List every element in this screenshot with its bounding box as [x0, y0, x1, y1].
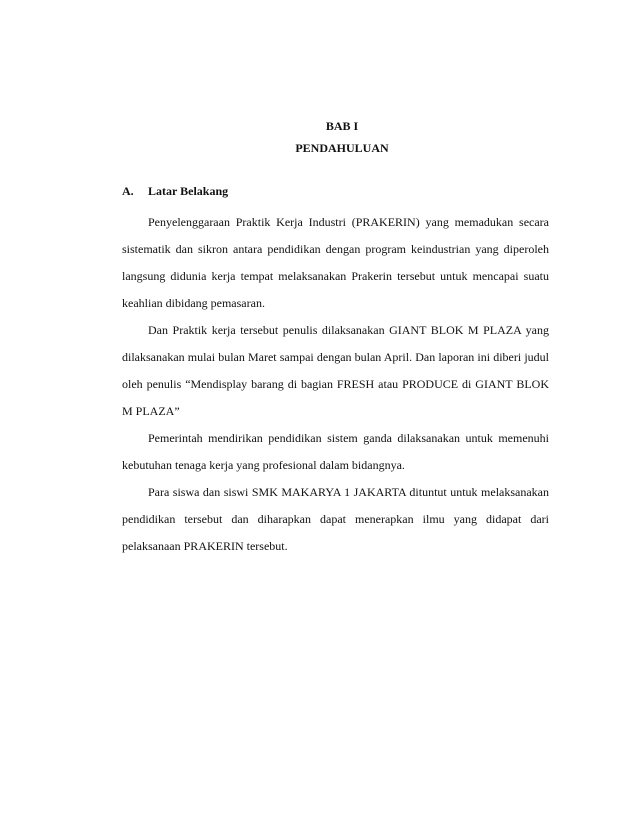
section-heading	[122, 183, 228, 199]
section-title: Latar Belakang	[148, 184, 229, 198]
paragraph-3: Pemerintah mendirikan pendidikan sistem ganda dilaksanakan untuk memenuhi kebutuhan tenaga kerja yang profesional dalam bidangnya.	[122, 431, 549, 472]
section-letter: A.	[122, 184, 134, 198]
chapter-title: PENDAHULUAN	[295, 141, 389, 155]
chapter-number: BAB I	[325, 119, 359, 133]
paragraph-2: Dan Praktik kerja tersebut penulis dilaksanakan GIANT BLOK M PLAZA yang dilaksanakan mulai bulan Maret sampai dengan bulan April. Dan laporan ini diberi judul oleh penulis “Mendisplay barang di bagian FRESH atau PRODUCE di GIANT BLOK M PLAZA”	[122, 323, 549, 418]
document-body	[122, 209, 549, 560]
paragraph-4: Para siswa dan siswi SMK MAKARYA 1 JAKARTA dituntut untuk melaksanakan pendidikan tersebut dan diharapkan dapat menerapkan ilmu yang didapat dari pelaksanaan PRAKERIN tersebut.	[122, 485, 549, 553]
paragraph-1: Penyelenggaraan Praktik Kerja Industri (PRAKERIN) yang memadukan secara sistematik dan sikron antara pendidikan dengan program keindustrian yang diperoleh langsung didunia kerja tempat melaksanakan Prakerin tersebut untuk mencapai suatu keahlian dibidang pemasaran.	[122, 215, 549, 310]
